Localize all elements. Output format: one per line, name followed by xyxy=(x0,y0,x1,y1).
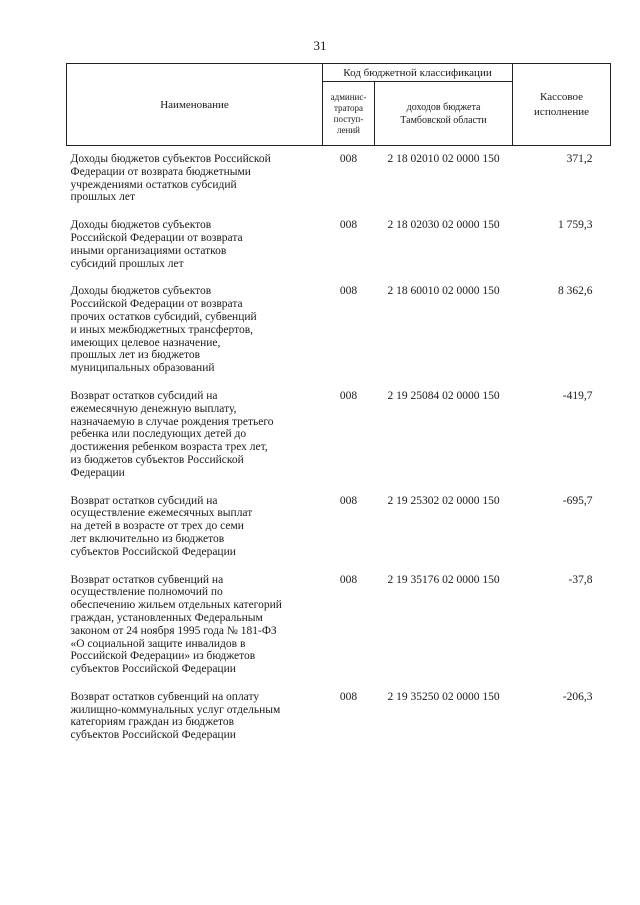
row-income-code: 2 19 25084 02 0000 150 xyxy=(387,389,500,402)
table-row xyxy=(67,383,611,488)
row-name: Доходы бюджетов субъектов Российской Федерации от возврата прочих остатков субсидий, субвенций и иных межбюджетных трансфертов, имеющих целевое назначение, прошлых лет из бюджетов муниципальных образований xyxy=(70,285,257,375)
table-row xyxy=(67,146,611,213)
row-amount: -206,3 xyxy=(562,690,593,703)
row-income-code: 2 18 60010 02 0000 150 xyxy=(387,285,500,298)
row-income-code: 2 19 25302 02 0000 150 xyxy=(387,494,500,507)
header-administrator: админис- тратора поступ- лений xyxy=(323,82,375,146)
row-income-code: 2 18 02010 02 0000 150 xyxy=(387,153,500,165)
row-admin-code: 008 xyxy=(339,219,358,232)
row-income-code: 2 19 35176 02 0000 150 xyxy=(387,573,500,586)
row-name: Доходы бюджетов субъектов Российской Федерации от возврата иными организациями остатков субсидий прошлых лет xyxy=(70,219,243,270)
row-name: Возврат остатков субсидий на осуществление ежемесячных выплат на детей в возрасте от трех до семи лет включительно из бюджетов субъектов Российской Федерации xyxy=(70,494,253,558)
table-body xyxy=(67,146,611,751)
table-row xyxy=(67,488,611,567)
table-row xyxy=(67,278,611,383)
header-income: доходов бюджета Тамбовской области xyxy=(375,82,513,146)
budget-table xyxy=(66,63,611,750)
row-income-code: 2 19 35250 02 0000 150 xyxy=(387,690,500,703)
header-name: Наименование xyxy=(67,64,323,146)
header-code-group: Код бюджетной классификации xyxy=(323,64,513,82)
row-amount: 8 362,6 xyxy=(558,285,593,298)
row-amount: 1 759,3 xyxy=(558,219,593,232)
row-admin-code: 008 xyxy=(339,494,358,507)
header-cash: Кассовое исполнение xyxy=(513,64,611,146)
row-income-code: 2 18 02030 02 0000 150 xyxy=(387,219,500,232)
row-admin-code: 008 xyxy=(339,153,358,165)
table-header xyxy=(67,64,611,146)
row-amount: -37,8 xyxy=(568,573,593,586)
row-amount: -419,7 xyxy=(562,389,593,402)
row-name: Возврат остатков субвенций на осуществление полномочий по обеспечению жильем отдельных категорий граждан, установленных Федеральным законом от 24 ноября 1995 года № 181-ФЗ «О социальной защите инвалидов в Российской Федерации» из бюджетов субъектов Российской Федерации xyxy=(70,573,282,676)
row-name: Возврат остатков субсидий на ежемесячную денежную выплату, назначаемую в случае рождения третьего ребенка или последующих детей до достижения ребенком возраста трех лет, из бюджетов субъектов Российской Федерации xyxy=(70,389,274,479)
table-row xyxy=(67,567,611,684)
table-row xyxy=(67,684,611,750)
row-name: Возврат остатков субвенций на оплату жилищно-коммунальных услуг отдельным категориям граждан из бюджетов субъектов Российской Федерации xyxy=(70,690,281,742)
row-name: Доходы бюджетов субъектов Российской Федерации от возврата бюджетными учреждениями остатков субсидий прошлых лет xyxy=(70,153,271,204)
page-number: 31 xyxy=(313,38,327,53)
row-admin-code: 008 xyxy=(339,573,358,586)
row-admin-code: 008 xyxy=(339,690,358,703)
row-admin-code: 008 xyxy=(339,389,358,402)
row-amount: -695,7 xyxy=(562,494,593,507)
row-admin-code: 008 xyxy=(339,285,358,298)
table-row xyxy=(67,212,611,278)
row-amount: 371,2 xyxy=(566,153,593,165)
